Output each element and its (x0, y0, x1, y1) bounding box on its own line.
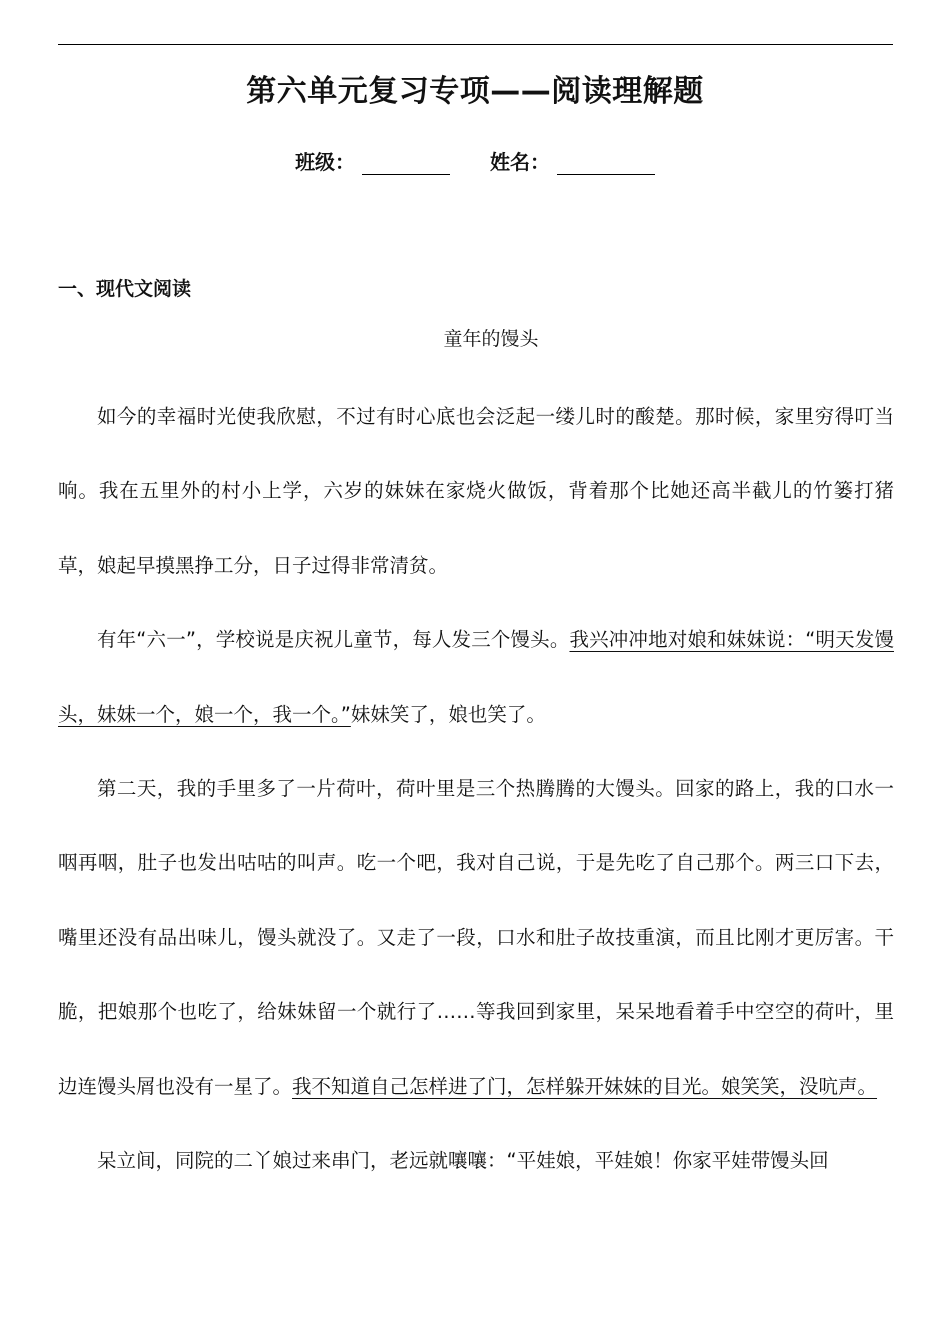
paragraph-4: 呆立间，同院的二丫娘过来串门，老远就嚷嚷：“平娃娘，平娃娘！你家平娃带馒头回 (97, 1149, 829, 1173)
class-blank[interactable] (362, 150, 450, 175)
section-heading: 一、现代文阅读 (58, 278, 192, 300)
paragraph-2-start: 有年“六一”，学校说是庆祝儿童节，每人发三个馒头。 (97, 628, 570, 652)
class-label: 班级： (295, 150, 356, 174)
underlined-sentence-1: 我兴冲冲地对娘和妹妹说：“明天发馒头，妹妹一个，娘一个，我一个。” (58, 628, 894, 726)
story-title: 童年的馒头 (443, 328, 539, 350)
underlined-sentence-2: 我不知道自己怎样进了门，怎样躲开妹妹的目光。娘笑笑，没吭声。 (292, 1074, 878, 1098)
top-rule (58, 44, 893, 45)
student-info-line (0, 146, 950, 175)
name-blank[interactable] (557, 150, 655, 175)
name-label: 姓名： (489, 150, 550, 174)
paragraph-2 (58, 603, 894, 752)
paragraph-1: 如今的幸福时光使我欣慰，不过有时心底也会泛起一缕儿时的酸楚。那时候，家里穷得叮当响。我在五里外的村小上学，六岁的妹妹在家烧火做饭，背着那个比她还高半截儿的竹篓打猪草，娘起早摸黑挣工分，日子过得非常清贫。 (58, 405, 894, 577)
paragraph-3 (58, 752, 894, 1124)
paragraph-3-start: 第二天，我的手里多了一片荷叶，荷叶里是三个热腾腾的大馒头。回家的路上，我的口水一咽再咽，肚子也发出咕咕的叫声。吃一个吧，我对自己说，于是先吃了自己那个。两三口下去，嘴里还没有品出味儿，馒头就没了。又走了一段，口水和肚子故技重演，而且比刚才更厉害。干脆，把娘那个也吃了，给妹妹留一个就行了……等我回到家里，呆呆地看着手中空空的荷叶，里边连馒头屑也没有一星了。 (58, 777, 894, 1098)
page-title: 第六单元复习专项——阅读理解题 (246, 74, 704, 109)
story-body (58, 380, 894, 1198)
paragraph-2-end: 妹妹笑了，娘也笑了。 (350, 702, 546, 726)
